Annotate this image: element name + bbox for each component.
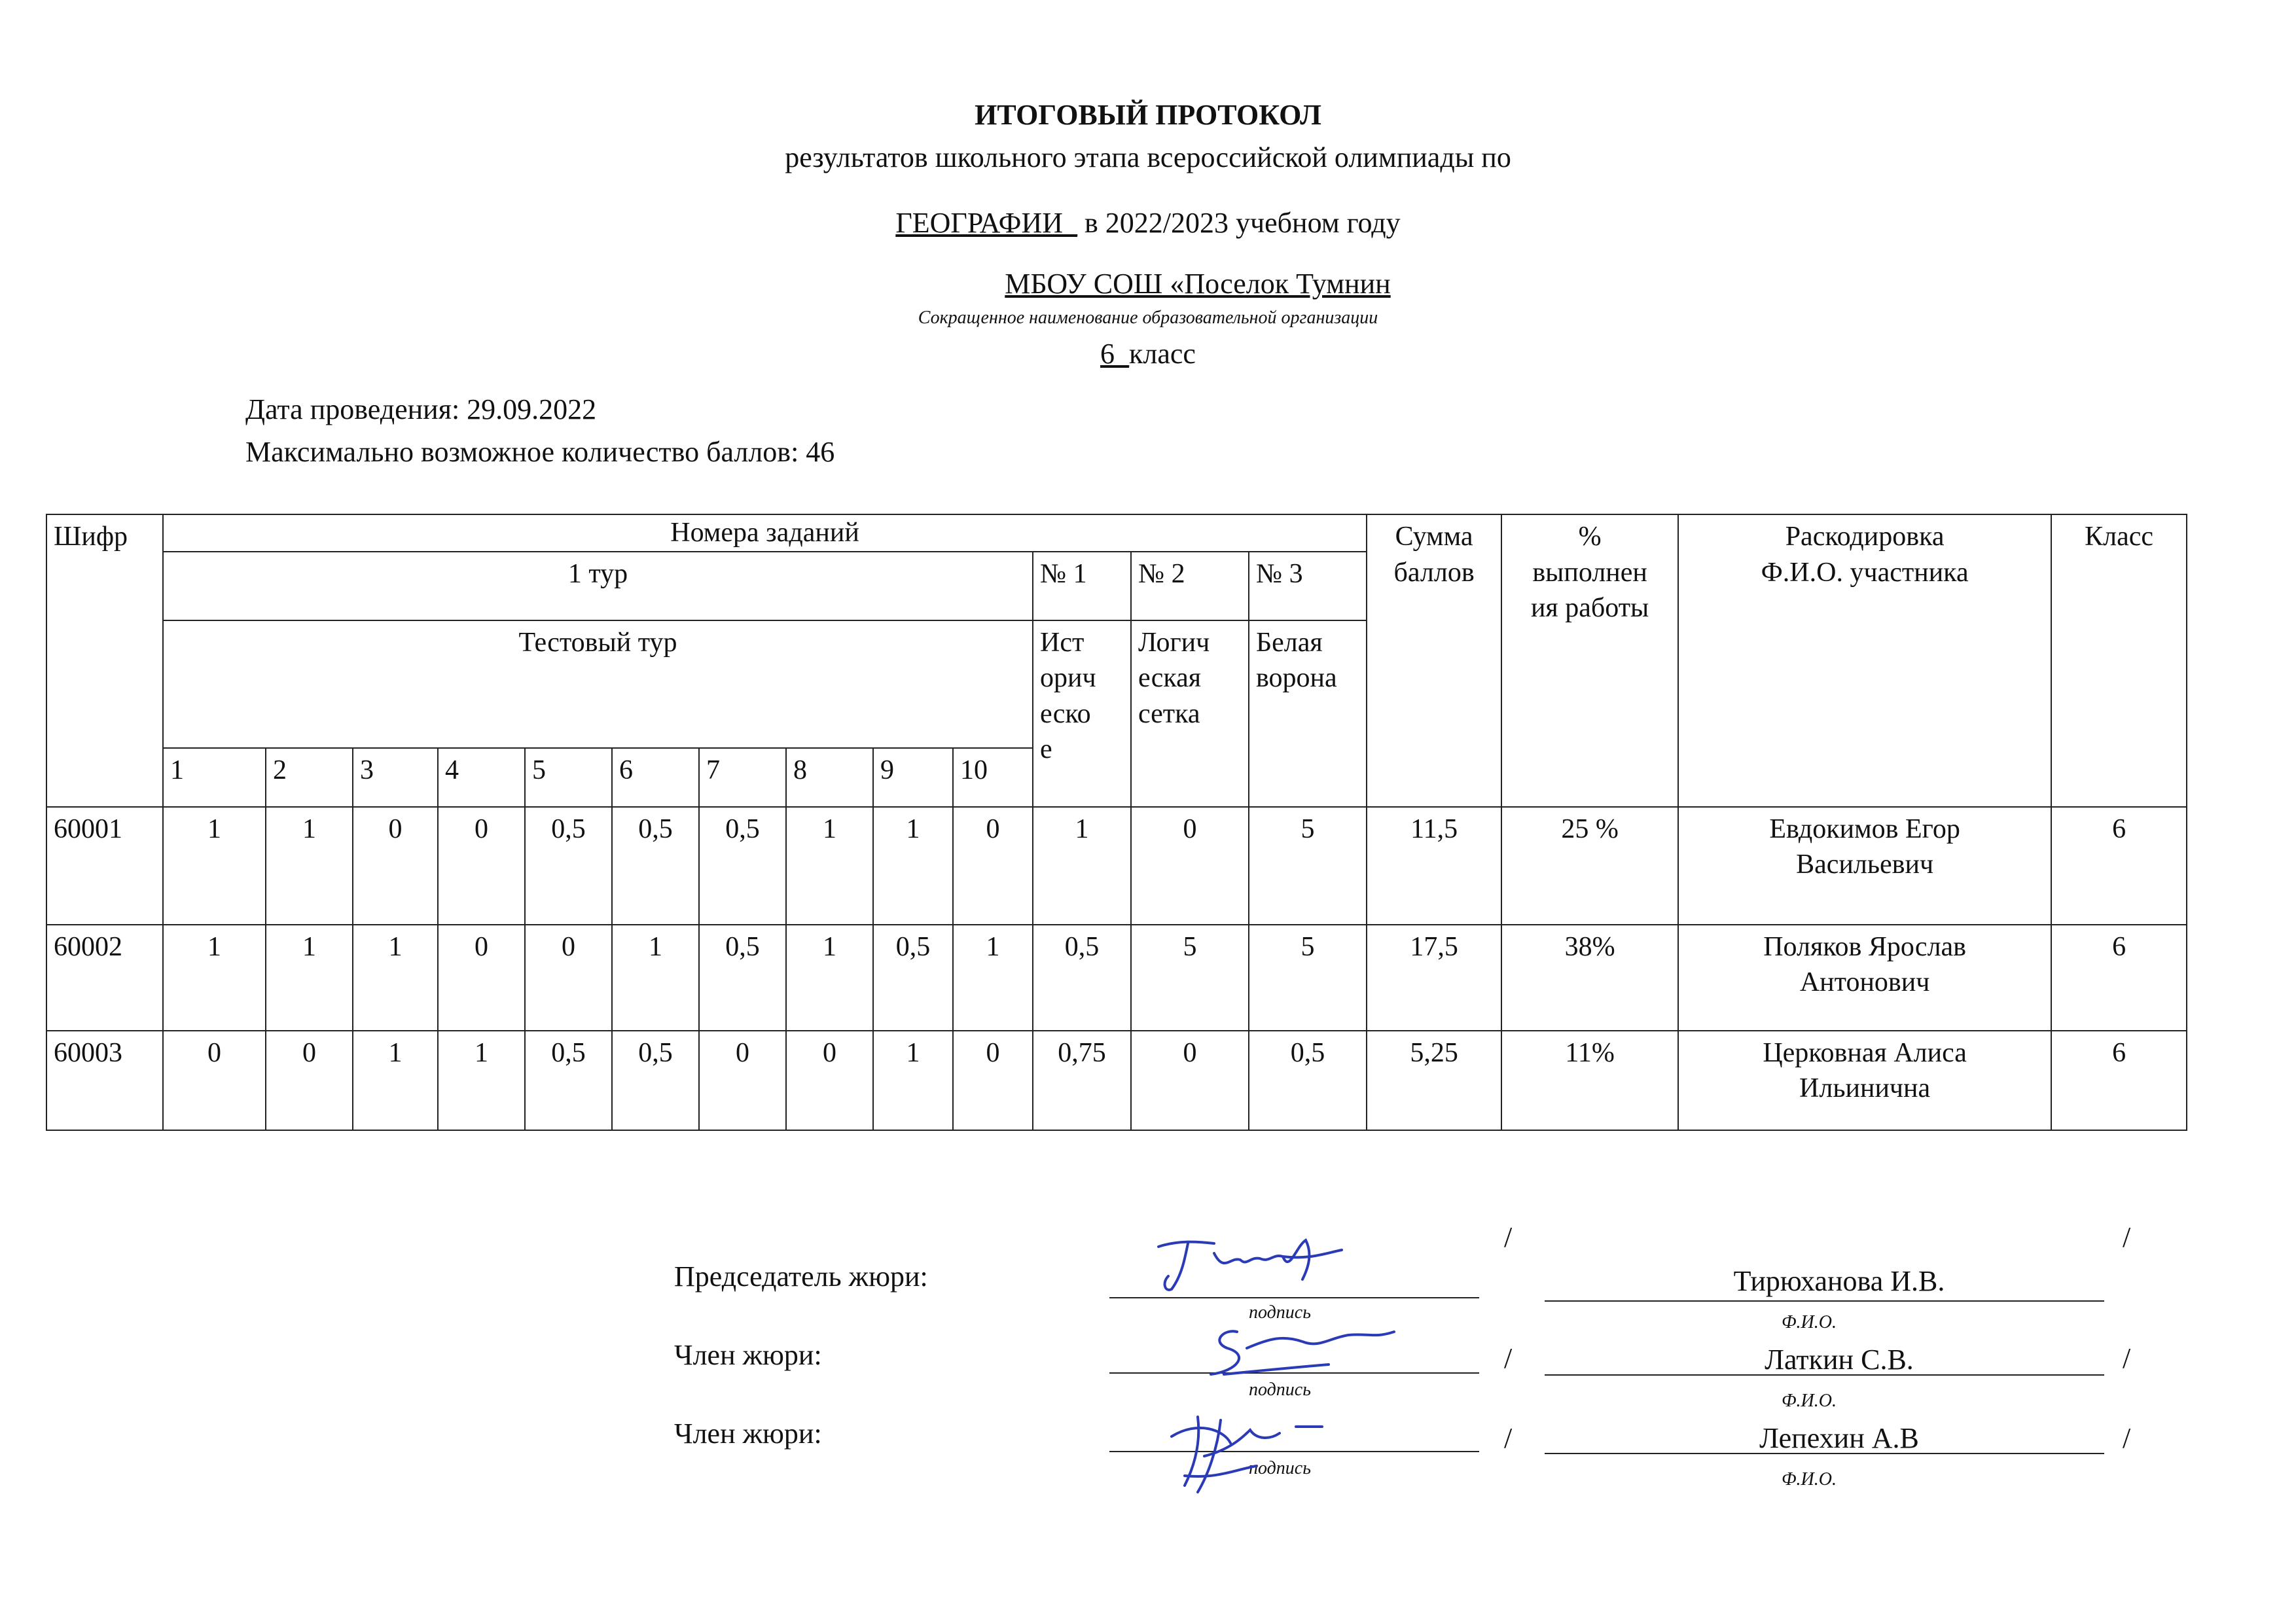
question-number: 1	[163, 748, 266, 807]
jury-chair-label: Председатель жюри:	[674, 1260, 928, 1293]
header-white-crow: Белая ворона	[1249, 620, 1367, 807]
header-cipher: Шифр	[46, 514, 163, 807]
table-row	[46, 807, 2187, 925]
cell-score: 0	[353, 807, 438, 925]
academic-year: в 2022/2023 учебном году	[1077, 207, 1401, 239]
header-percent: % выполнен ия работы	[1501, 514, 1678, 807]
cell-score: 1	[873, 1031, 953, 1130]
cell-score: 0,5	[699, 807, 786, 925]
cell-score: 0,5	[525, 807, 612, 925]
question-number: 2	[266, 748, 353, 807]
cell-cipher: 60001	[46, 807, 163, 925]
cell-participant-name: Церковная Алиса Ильинична	[1678, 1031, 2051, 1130]
separator-slash: /	[2123, 1221, 2131, 1253]
cell-grade: 6	[2051, 1031, 2187, 1130]
question-number: 4	[438, 748, 525, 807]
cell-score: 1	[612, 925, 699, 1031]
cell-grade: 6	[2051, 925, 2187, 1031]
header-n3: № 3	[1249, 552, 1367, 620]
cell-n3: 5	[1249, 925, 1367, 1031]
grade-suffix: класс	[1129, 338, 1196, 370]
grade-line	[0, 337, 2296, 370]
cell-score: 1	[163, 807, 266, 925]
cell-n2: 0	[1131, 807, 1249, 925]
chair-handwritten-signature	[1152, 1227, 1348, 1299]
header-n1: № 1	[1033, 552, 1131, 620]
jury-member-2-name: Лепехин А.В	[1759, 1422, 1919, 1454]
cell-score: 0	[525, 925, 612, 1031]
organization-caption: Сокращенное наименование образовательной организации	[918, 308, 1378, 328]
cell-score: 0,5	[873, 925, 953, 1031]
separator-slash: /	[2123, 1342, 2131, 1374]
header-n2: № 2	[1131, 552, 1249, 620]
grade-value: 6_	[1100, 338, 1130, 370]
cell-score: 0	[163, 1031, 266, 1130]
cell-n2: 5	[1131, 925, 1249, 1031]
header-historical: Ист орич еско е	[1033, 620, 1131, 807]
cell-score: 0	[438, 807, 525, 925]
cell-sum: 11,5	[1367, 807, 1501, 925]
cell-cipher: 60003	[46, 1031, 163, 1130]
cell-score: 1	[786, 807, 873, 925]
separator-slash: /	[1504, 1342, 1513, 1374]
header-decoding: Раскодировка Ф.И.О. участника	[1678, 514, 2051, 807]
separator-slash: /	[2123, 1422, 2131, 1454]
cell-sum: 5,25	[1367, 1031, 1501, 1130]
question-number: 9	[873, 748, 953, 807]
signature-caption: подпись	[1249, 1302, 1311, 1323]
cell-score: 0	[266, 1031, 353, 1130]
cell-n1: 1	[1033, 807, 1131, 925]
name-caption: Ф.И.О.	[1782, 1469, 1837, 1489]
document-title: ИТОГОВЫЙ ПРОТОКОЛ	[975, 99, 1321, 131]
header-test-round: Тестовый тур	[163, 620, 1033, 748]
question-number: 3	[353, 748, 438, 807]
cell-score: 1	[353, 1031, 438, 1130]
results-table	[46, 514, 2187, 1131]
question-number: 8	[786, 748, 873, 807]
question-number: 10	[953, 748, 1033, 807]
cell-percent: 11%	[1501, 1031, 1678, 1130]
cell-grade: 6	[2051, 807, 2187, 925]
subject-line	[0, 206, 2296, 240]
name-caption: Ф.И.О.	[1782, 1312, 1837, 1332]
cell-score: 1	[953, 925, 1033, 1031]
member1-handwritten-signature	[1198, 1319, 1407, 1381]
cell-n3: 0,5	[1249, 1031, 1367, 1130]
cell-percent: 25 %	[1501, 807, 1678, 925]
cell-score: 0,5	[699, 925, 786, 1031]
cell-score: 0,5	[612, 807, 699, 925]
cell-score: 0	[438, 925, 525, 1031]
cell-score: 0	[699, 1031, 786, 1130]
cell-sum: 17,5	[1367, 925, 1501, 1031]
header-round: 1 тур	[163, 552, 1033, 620]
date-line: Дата проведения: 29.09.2022	[245, 393, 597, 425]
document-subtitle: результатов школьного этапа всероссийской олимпиады по	[785, 141, 1511, 173]
organization-name: МБОУ СОШ «Поселок Тумнин	[1005, 268, 1391, 300]
jury-member-1-label: Член жюри:	[674, 1339, 822, 1371]
cell-score: 1	[786, 925, 873, 1031]
cell-participant-name: Евдокимов Егор Васильевич	[1678, 807, 2051, 925]
cell-cipher: 60002	[46, 925, 163, 1031]
cell-n1: 0,75	[1033, 1031, 1131, 1130]
table-row	[46, 925, 2187, 1031]
signature-caption: подпись	[1249, 1458, 1311, 1478]
cell-score: 0,5	[525, 1031, 612, 1130]
subject-name: ГЕОГРАФИИ_	[895, 207, 1077, 239]
cell-n3: 5	[1249, 807, 1367, 925]
cell-score: 1	[353, 925, 438, 1031]
cell-score: 1	[266, 925, 353, 1031]
name-line	[1545, 1300, 2104, 1302]
member2-handwritten-signature	[1158, 1404, 1394, 1495]
header-sum: Сумма баллов	[1367, 514, 1501, 807]
cell-score: 1	[873, 807, 953, 925]
cell-percent: 38%	[1501, 925, 1678, 1031]
separator-slash: /	[1504, 1221, 1513, 1253]
cell-score: 1	[266, 807, 353, 925]
cell-n1: 0,5	[1033, 925, 1131, 1031]
cell-n2: 0	[1131, 1031, 1249, 1130]
header-logical: Логич еская сетка	[1131, 620, 1249, 807]
question-number: 6	[612, 748, 699, 807]
cell-score: 1	[163, 925, 266, 1031]
cell-score: 1	[438, 1031, 525, 1130]
cell-score: 0,5	[612, 1031, 699, 1130]
separator-slash: /	[1504, 1422, 1513, 1454]
jury-member-1-name: Латкин С.В.	[1765, 1344, 1914, 1376]
header-task-numbers: Номера заданий	[163, 514, 1367, 552]
cell-score: 0	[953, 807, 1033, 925]
question-number: 7	[699, 748, 786, 807]
signature-caption: подпись	[1249, 1380, 1311, 1400]
cell-participant-name: Поляков Ярослав Антонович	[1678, 925, 2051, 1031]
question-number: 5	[525, 748, 612, 807]
header-grade: Класс	[2051, 514, 2187, 807]
table-row	[46, 1031, 2187, 1130]
name-caption: Ф.И.О.	[1782, 1391, 1837, 1411]
cell-score: 0	[786, 1031, 873, 1130]
jury-member-2-label: Член жюри:	[674, 1418, 822, 1450]
max-score-line: Максимально возможное количество баллов: 46	[245, 436, 835, 468]
jury-chair-name: Тирюханова И.В.	[1733, 1265, 1945, 1297]
cell-score: 0	[953, 1031, 1033, 1130]
